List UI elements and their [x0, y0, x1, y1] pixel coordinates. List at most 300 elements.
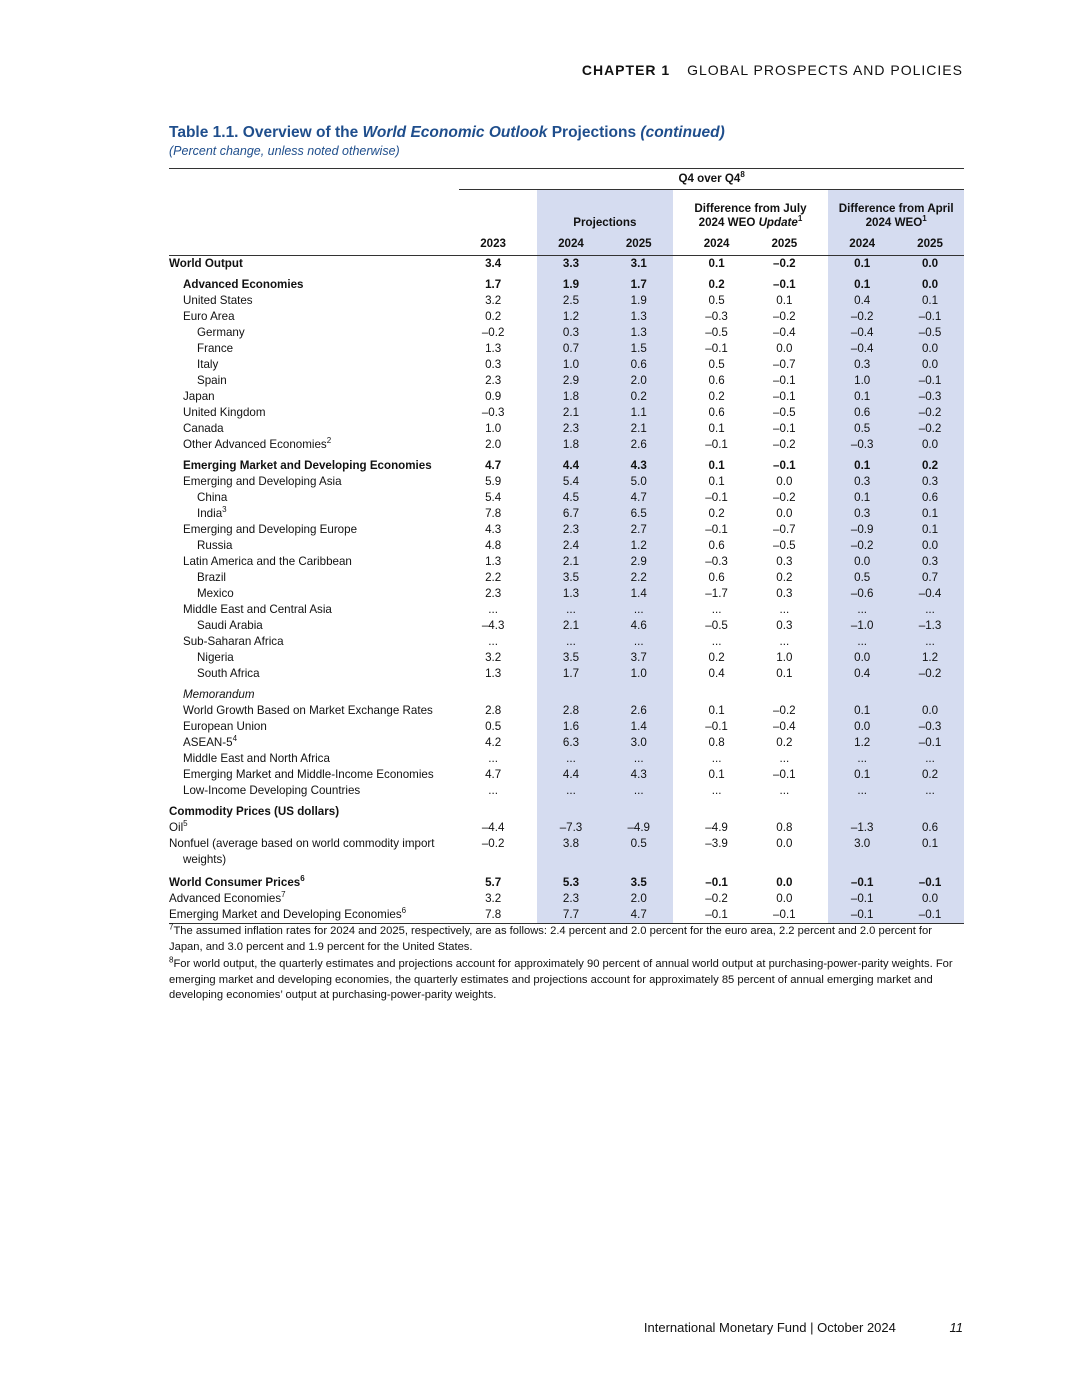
- value-cell: –0.1: [896, 875, 964, 891]
- value-cell: –1.7: [705, 587, 728, 600]
- gap-cell: [673, 474, 683, 490]
- gap-cell: [527, 783, 537, 799]
- value-cell: 4.6: [605, 618, 673, 634]
- value-cell: 1.3: [485, 667, 502, 680]
- value-cell: –1.3: [828, 820, 896, 836]
- value-cell: –0.2: [773, 257, 796, 270]
- gap-cell: [673, 554, 683, 570]
- row-label-text: Oil: [169, 821, 184, 834]
- value-cell: 1.6: [537, 719, 605, 735]
- value-cell: ...: [711, 603, 722, 616]
- value-cell: 0.3: [896, 474, 964, 490]
- gap-cell: [818, 703, 828, 719]
- value-cell: ...: [896, 783, 964, 799]
- value-cell: 0.0: [776, 507, 793, 520]
- value-cell: 1.2: [896, 650, 964, 666]
- value-cell: ...: [779, 603, 790, 616]
- value-cell: –0.3: [705, 310, 728, 323]
- value-cell: 0.7: [896, 570, 964, 586]
- table-row: [169, 357, 964, 373]
- value-cell: 0.1: [896, 293, 964, 309]
- value-cell: 5.3: [537, 875, 605, 891]
- gap-cell: [673, 570, 683, 586]
- value-cell: 7.8: [459, 907, 527, 924]
- value-cell: 1.8: [537, 437, 605, 453]
- value-cell: ...: [711, 635, 722, 648]
- gap-cell: [818, 735, 828, 751]
- gap-cell: [673, 634, 683, 650]
- row-label-text: Spain: [197, 374, 227, 387]
- value-cell: 0.2: [776, 736, 793, 749]
- gap-cell: [527, 405, 537, 421]
- table-subtitle: (Percent change, unless noted otherwise): [169, 144, 400, 158]
- value-cell: 6.7: [537, 506, 605, 522]
- table-row: [169, 618, 964, 634]
- gap-cell: [673, 703, 683, 719]
- header-blank: [169, 190, 459, 233]
- table-notes: [169, 924, 964, 1006]
- value-cell: 3.2: [485, 651, 502, 664]
- value-cell: [605, 687, 673, 703]
- row-label-text: United States: [183, 294, 253, 307]
- value-cell: 2.6: [605, 703, 673, 719]
- value-cell: 3.2: [485, 294, 502, 307]
- gap-cell: [673, 875, 683, 891]
- title-italic: World Economic Outlook: [362, 124, 548, 141]
- value-cell: 1.2: [828, 735, 896, 751]
- table-row: [169, 783, 964, 799]
- header-gap: [673, 233, 683, 256]
- value-cell: ...: [605, 783, 673, 799]
- gap-cell: [673, 389, 683, 405]
- row-label-text: Sub-Saharan Africa: [183, 635, 284, 648]
- value-cell: 2.3: [537, 421, 605, 437]
- gap-cell: [527, 506, 537, 522]
- value-cell: 0.8: [776, 821, 793, 834]
- value-cell: [828, 804, 896, 820]
- row-label-text: Middle East and Central Asia: [183, 603, 332, 616]
- row-label: [169, 277, 459, 293]
- value-cell: 0.3: [828, 506, 896, 522]
- value-cell: –0.2: [828, 309, 896, 325]
- table-row: [169, 256, 964, 272]
- value-cell: 2.3: [485, 374, 502, 387]
- gap-cell: [818, 325, 828, 341]
- value-cell: 4.8: [485, 539, 502, 552]
- gap-cell: [818, 490, 828, 506]
- gap-cell: [673, 719, 683, 735]
- row-label-sup: 6: [401, 907, 407, 916]
- table-row: [169, 474, 964, 490]
- value-cell: 0.0: [776, 892, 793, 905]
- value-cell: –0.2: [705, 892, 728, 905]
- value-cell: 1.3: [485, 342, 502, 355]
- value-cell: 0.3: [776, 619, 793, 632]
- gap-cell: [673, 666, 683, 682]
- gap-cell: [818, 538, 828, 554]
- row-label-text: Emerging and Developing Asia: [183, 475, 342, 488]
- value-cell: 0.0: [896, 703, 964, 719]
- row-label: [169, 570, 459, 586]
- gap-cell: [527, 437, 537, 453]
- row-label: [169, 767, 459, 783]
- year-header: 2025: [750, 233, 818, 256]
- value-cell: [750, 804, 818, 820]
- value-cell: ...: [896, 634, 964, 650]
- value-cell: –0.2: [481, 837, 505, 850]
- value-cell: 0.3: [828, 357, 896, 373]
- value-cell: 2.0: [605, 891, 673, 907]
- value-cell: 4.5: [537, 490, 605, 506]
- value-cell: –0.2: [896, 405, 964, 421]
- diff-july-line2a: 2024 WEO: [698, 216, 759, 229]
- value-cell: ...: [828, 751, 896, 767]
- row-label: [169, 554, 459, 570]
- row-label-sup: 7: [281, 891, 286, 900]
- value-cell: 0.6: [896, 820, 964, 836]
- value-cell: 1.0: [605, 666, 673, 682]
- year-header: 2025: [896, 233, 964, 256]
- row-label: [169, 751, 459, 767]
- table-row: [169, 687, 964, 703]
- row-label: [169, 538, 459, 554]
- row-label: [169, 373, 459, 389]
- row-label: [169, 820, 459, 836]
- running-head: [582, 62, 963, 78]
- value-cell: 7.8: [485, 507, 502, 520]
- gap-cell: [673, 783, 683, 799]
- gap-cell: [527, 875, 537, 891]
- value-cell: 2.3: [485, 587, 502, 600]
- value-cell: –0.1: [896, 373, 964, 389]
- publisher-line: International Monetary Fund | October 2024: [643, 1320, 896, 1335]
- value-cell: 3.4: [485, 257, 502, 270]
- row-label-text: World Consumer Prices: [169, 876, 301, 889]
- gap-cell: [818, 602, 828, 618]
- value-cell: 2.7: [605, 522, 673, 538]
- value-cell: –0.1: [705, 342, 728, 355]
- table-row: [169, 703, 964, 719]
- q4-label: Q4 over Q4: [678, 172, 741, 185]
- value-cell: 2.4: [537, 538, 605, 554]
- value-cell: 3.7: [605, 650, 673, 666]
- value-cell: 0.1: [708, 257, 725, 270]
- row-label: [169, 309, 459, 325]
- value-cell: 0.1: [896, 506, 964, 522]
- value-cell: 1.0: [485, 422, 502, 435]
- value-cell: 0.2: [896, 767, 964, 783]
- value-cell: –0.3: [705, 555, 728, 568]
- value-cell: ...: [779, 752, 790, 765]
- gap-cell: [673, 538, 683, 554]
- table-row: [169, 570, 964, 586]
- value-cell: 0.1: [708, 768, 725, 781]
- row-label: [169, 506, 459, 522]
- value-cell: [750, 687, 818, 703]
- value-cell: 0.1: [828, 256, 896, 272]
- gap-cell: [527, 836, 537, 870]
- header-blank: [169, 233, 459, 256]
- value-cell: 0.3: [537, 325, 605, 341]
- header-gap: [673, 190, 683, 233]
- value-cell: [605, 804, 673, 820]
- row-label: [169, 634, 459, 650]
- value-cell: 5.9: [485, 475, 502, 488]
- value-cell: –4.9: [705, 821, 728, 834]
- row-label: [169, 602, 459, 618]
- value-cell: 0.1: [896, 836, 964, 870]
- page-number: 11: [949, 1320, 963, 1335]
- row-label-text: Japan: [183, 390, 215, 403]
- table-body: [169, 256, 964, 924]
- value-cell: 0.5: [828, 570, 896, 586]
- row-label-sup: 4: [232, 735, 238, 744]
- value-cell: 2.8: [537, 703, 605, 719]
- value-cell: [459, 687, 527, 703]
- diff-july-line2b: Update: [758, 216, 798, 229]
- row-label: [169, 783, 459, 799]
- year-header: 2024: [537, 233, 605, 256]
- row-label: [169, 586, 459, 602]
- value-cell: –0.1: [705, 491, 728, 504]
- value-cell: –0.3: [896, 389, 964, 405]
- gap-cell: [527, 293, 537, 309]
- gap-cell: [673, 618, 683, 634]
- row-label-text: Emerging Market and Middle-Income Economies: [183, 768, 434, 781]
- row-label-text: Emerging Market and Developing Economies: [169, 908, 402, 921]
- gap-cell: [818, 570, 828, 586]
- page-footer: [644, 1320, 963, 1335]
- value-cell: –0.1: [773, 768, 796, 781]
- value-cell: 4.4: [537, 767, 605, 783]
- projections-table: [169, 169, 964, 924]
- value-cell: –7.3: [537, 820, 605, 836]
- header-row-groups: [169, 190, 964, 233]
- value-cell: 2.2: [605, 570, 673, 586]
- footnote: [169, 924, 964, 955]
- table-row: [169, 437, 964, 453]
- value-cell: –4.9: [605, 820, 673, 836]
- value-cell: 1.7: [537, 666, 605, 682]
- gap-cell: [818, 836, 828, 870]
- gap-cell: [673, 751, 683, 767]
- value-cell: –1.0: [828, 618, 896, 634]
- value-cell: 0.7: [537, 341, 605, 357]
- gap-cell: [527, 602, 537, 618]
- value-cell: 0.1: [708, 422, 725, 435]
- value-cell: 3.0: [605, 735, 673, 751]
- table-row: [169, 891, 964, 907]
- table-row: [169, 586, 964, 602]
- value-cell: 0.2: [605, 389, 673, 405]
- gap-cell: [818, 506, 828, 522]
- table-row: [169, 650, 964, 666]
- value-cell: –0.4: [773, 326, 796, 339]
- row-label-text: India: [197, 507, 223, 520]
- row-label: [169, 891, 459, 907]
- row-label: [169, 405, 459, 421]
- value-cell: ...: [828, 602, 896, 618]
- row-label-sup: 5: [183, 820, 188, 829]
- value-cell: 4.3: [485, 523, 502, 536]
- row-label-text: Commodity Prices (US dollars): [169, 805, 340, 818]
- value-cell: 1.7: [605, 277, 673, 293]
- table-row: [169, 602, 964, 618]
- value-cell: 0.6: [605, 357, 673, 373]
- gap-cell: [673, 767, 683, 783]
- table-row: [169, 804, 964, 820]
- table-row: [169, 538, 964, 554]
- q4-sup: 8: [740, 170, 745, 180]
- gap-cell: [527, 538, 537, 554]
- table-row: [169, 735, 964, 751]
- value-cell: 0.5: [828, 421, 896, 437]
- value-cell: 5.4: [485, 491, 502, 504]
- gap-cell: [527, 687, 537, 703]
- gap-cell: [527, 570, 537, 586]
- row-label: [169, 256, 459, 272]
- value-cell: 2.3: [537, 522, 605, 538]
- value-cell: 1.4: [605, 586, 673, 602]
- year-header: 2023: [459, 233, 527, 256]
- diff-july-sup: 1: [797, 214, 803, 224]
- gap-cell: [818, 277, 828, 293]
- gap-cell: [673, 277, 683, 293]
- gap-cell: [818, 820, 828, 836]
- value-cell: 0.5: [708, 358, 725, 371]
- value-cell: –0.2: [896, 421, 964, 437]
- value-cell: 1.9: [605, 293, 673, 309]
- value-cell: –0.2: [773, 704, 796, 717]
- value-cell: 0.0: [828, 719, 896, 735]
- value-cell: –0.4: [896, 586, 964, 602]
- row-label: [169, 650, 459, 666]
- row-label: [169, 522, 459, 538]
- value-cell: 0.6: [828, 405, 896, 421]
- value-cell: 4.7: [605, 490, 673, 506]
- diff-july-line2: [683, 216, 819, 230]
- gap-cell: [818, 341, 828, 357]
- gap-cell: [527, 891, 537, 907]
- row-label-text: World Output: [169, 257, 243, 270]
- value-cell: 1.3: [537, 586, 605, 602]
- value-cell: –0.1: [773, 459, 796, 472]
- gap-cell: [673, 820, 683, 836]
- value-cell: 0.5: [485, 720, 502, 733]
- value-cell: 4.4: [537, 458, 605, 474]
- value-cell: –0.2: [896, 666, 964, 682]
- value-cell: 0.2: [708, 507, 725, 520]
- value-cell: –0.1: [750, 907, 818, 924]
- table-row: [169, 907, 964, 924]
- value-cell: 0.6: [708, 406, 725, 419]
- gap-cell: [673, 341, 683, 357]
- row-label: [169, 735, 459, 751]
- value-cell: 2.8: [485, 704, 502, 717]
- value-cell: –0.5: [773, 406, 796, 419]
- value-cell: 0.1: [708, 704, 725, 717]
- gap-cell: [673, 421, 683, 437]
- value-cell: 2.0: [605, 373, 673, 389]
- value-cell: 0.6: [708, 374, 725, 387]
- row-label: [169, 341, 459, 357]
- value-cell: 0.1: [828, 389, 896, 405]
- gap-cell: [818, 634, 828, 650]
- gap-cell: [818, 474, 828, 490]
- table-row: [169, 293, 964, 309]
- row-label-text: Mexico: [197, 587, 234, 600]
- diff-april-header: [828, 190, 964, 233]
- value-cell: 5.0: [605, 474, 673, 490]
- row-label: [169, 836, 459, 870]
- row-label-text: Germany: [197, 326, 245, 339]
- row-label: [169, 907, 459, 924]
- value-cell: –0.4: [828, 341, 896, 357]
- diff-july-header: [683, 190, 819, 233]
- row-label: [169, 389, 459, 405]
- value-cell: 3.0: [828, 836, 896, 870]
- gap-cell: [527, 474, 537, 490]
- row-label: [169, 437, 459, 453]
- value-cell: 1.3: [485, 555, 502, 568]
- value-cell: 0.0: [828, 650, 896, 666]
- row-label: [169, 687, 459, 703]
- value-cell: [896, 687, 964, 703]
- value-cell: –0.9: [828, 522, 896, 538]
- row-label-text: Nigeria: [197, 651, 234, 664]
- value-cell: 7.7: [537, 907, 605, 924]
- value-cell: –0.5: [896, 325, 964, 341]
- value-cell: 1.0: [537, 357, 605, 373]
- table-row: [169, 820, 964, 836]
- value-cell: 0.2: [485, 310, 502, 323]
- row-label-text: China: [197, 491, 228, 504]
- gap-cell: [527, 634, 537, 650]
- gap-cell: [818, 357, 828, 373]
- value-cell: 0.0: [776, 342, 793, 355]
- value-cell: 1.2: [605, 538, 673, 554]
- header-row-years: [169, 233, 964, 256]
- value-cell: –0.3: [896, 719, 964, 735]
- table-row: [169, 719, 964, 735]
- value-cell: –0.1: [705, 523, 728, 536]
- row-label: [169, 719, 459, 735]
- value-cell: ...: [488, 603, 498, 616]
- value-cell: –0.1: [683, 907, 751, 924]
- gap-cell: [673, 325, 683, 341]
- row-label-text: United Kingdom: [183, 406, 266, 419]
- value-cell: –0.1: [896, 735, 964, 751]
- q4-header: [459, 169, 964, 190]
- value-cell: 2.3: [537, 891, 605, 907]
- value-cell: 3.5: [537, 650, 605, 666]
- row-label: [169, 293, 459, 309]
- value-cell: 3.2: [485, 892, 502, 905]
- value-cell: 0.0: [896, 341, 964, 357]
- value-cell: –0.5: [773, 539, 796, 552]
- value-cell: 0.0: [776, 475, 793, 488]
- row-label: [169, 325, 459, 341]
- row-label-text: Other Advanced Economies: [183, 438, 327, 451]
- table-row: [169, 341, 964, 357]
- row-label-text: Low-Income Developing Countries: [183, 784, 361, 797]
- gap-cell: [527, 277, 537, 293]
- value-cell: –0.1: [773, 390, 796, 403]
- gap-cell: [673, 836, 683, 870]
- gap-cell: [527, 907, 537, 924]
- gap-cell: [527, 703, 537, 719]
- value-cell: ...: [605, 602, 673, 618]
